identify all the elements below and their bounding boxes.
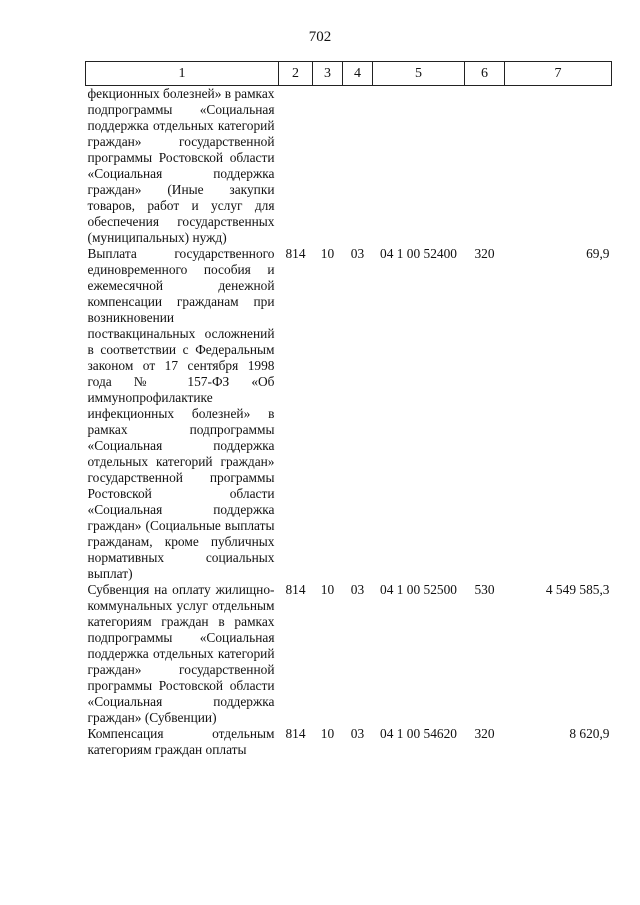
- row-ministry-code: 814: [285, 246, 306, 261]
- header-col-4: 4: [343, 62, 373, 86]
- table-row: [86, 726, 612, 758]
- row-description: фекционных болезней» в рамках подпрограммы «Социальная поддержка отдельных категорий граждан» государственной программы Ростовской области «Социальная поддержка граждан» (Иные закупки товаров, работ и услуг для обеспечения государственных (муниципальных) нужд): [87, 86, 275, 245]
- row-amount: 8 620,9: [569, 726, 610, 741]
- header-col-5: 5: [373, 62, 465, 86]
- row-ministry-code: 814: [285, 726, 306, 741]
- row-target-code: [373, 86, 465, 247]
- row-section-code: 10: [320, 726, 335, 741]
- row-subsection-code: [343, 86, 373, 247]
- row-expense-type-code: [465, 86, 505, 247]
- row-subsection-code: 03: [350, 582, 365, 597]
- header-col-3: 3: [313, 62, 343, 86]
- table-row: [86, 86, 612, 247]
- row-target-code: 04 1 00 52500: [380, 582, 457, 597]
- row-expense-type-code: 320: [474, 246, 495, 261]
- row-section-code: 10: [320, 246, 335, 261]
- row-expense-type-code: 320: [474, 726, 495, 741]
- page-number: 702: [308, 29, 332, 45]
- table-row: [86, 582, 612, 726]
- row-target-code: 04 1 00 52400: [380, 246, 457, 261]
- header-col-1: 1: [86, 62, 279, 86]
- row-target-code: 04 1 00 54620: [380, 726, 457, 741]
- row-section-code: 10: [320, 582, 335, 597]
- header-col-2: 2: [279, 62, 313, 86]
- budget-table: [85, 61, 612, 758]
- table-header-row: [86, 62, 612, 86]
- row-ministry-code: [279, 86, 313, 247]
- row-description: Выплата государственного единовременного пособия и ежемесячной денежной компенсации гражданам при возникновении поствакцинальных осложнений в соответствии с Федеральным законом от 17 сентября 1998 года № 157-ФЗ «Об иммунопрофилактике инфекционных болезней» в рамках подпрограммы «Социальная поддержка отдельных категорий граждан» государственной программы Ростовской области «Социальная поддержка граждан» (Социальные выплаты гражданам, кроме публичных нормативных социальных выплат): [87, 246, 275, 581]
- row-amount: [505, 86, 612, 247]
- row-expense-type-code: 530: [474, 582, 495, 597]
- table-row: [86, 246, 612, 582]
- row-subsection-code: 03: [350, 726, 365, 741]
- row-description: Субвенция на оплату жилищно-коммунальных услуг отдельным категориям граждан в рамках подпрограммы «Социальная поддержка отдельных категорий граждан» государственной программы Ростовской области «Социальная поддержка граждан» (Субвенции): [87, 582, 275, 725]
- header-col-6: 6: [465, 62, 505, 86]
- row-amount: 69,9: [586, 246, 610, 261]
- row-ministry-code: 814: [285, 582, 306, 597]
- row-section-code: [313, 86, 343, 247]
- row-subsection-code: 03: [350, 246, 365, 261]
- row-amount: 4 549 585,3: [545, 582, 610, 597]
- header-col-7: 7: [505, 62, 612, 86]
- row-description: Компенсация отдельным категориям граждан оплаты: [87, 726, 275, 757]
